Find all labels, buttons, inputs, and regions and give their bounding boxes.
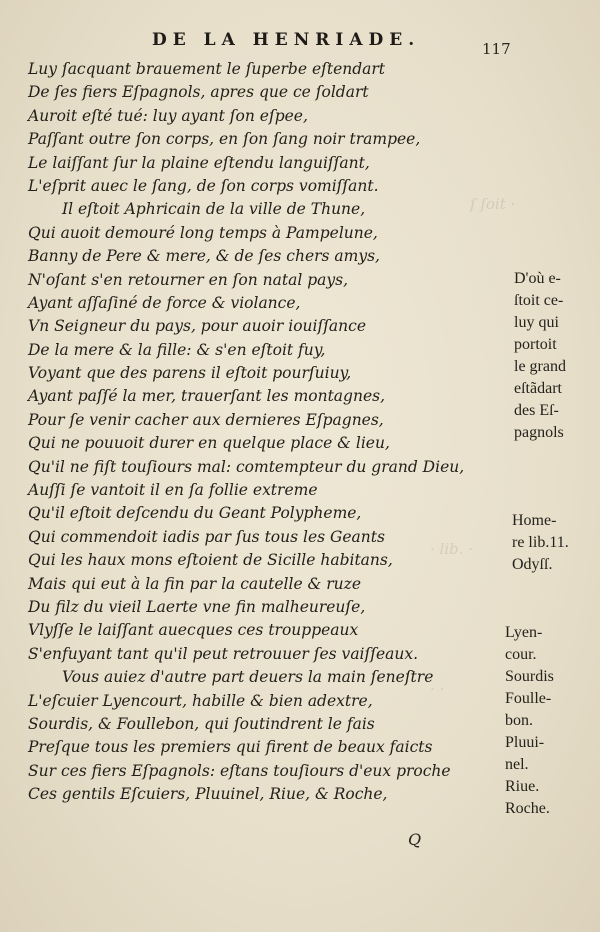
verse-line: Du filz du vieil Laerte vne fin malheureuſe, xyxy=(28,597,366,616)
page-number: 117 xyxy=(482,40,511,58)
verse-line: Qui commendoit iadis par ſus tous les Geants xyxy=(28,527,385,546)
verse-line: De la mere & la fille: & s'en eſtoit fuy, xyxy=(28,340,326,359)
bleed-through-mark: ſ ſoit · xyxy=(470,195,516,213)
margin-note-line: Home- xyxy=(512,512,557,529)
verse-line: Vn Seigneur du pays, pour auoir iouiſſance xyxy=(28,317,367,336)
margin-note-line: bon. xyxy=(505,712,533,729)
margin-note-line: le grand xyxy=(514,358,566,375)
verse-line: Qu'il ne fiſt touſiours mal: comtempteur du grand Dieu, xyxy=(28,457,465,476)
verse-line: L'eſcuier Lyencourt, habille & bien adextre, xyxy=(28,691,373,710)
verse-line: Il eſtoit Aphricain de la ville de Thune, xyxy=(62,200,366,219)
verse-line: Preſque tous les premiers qui firent de beaux faicts xyxy=(28,738,433,757)
catchword: Q xyxy=(408,830,422,849)
margin-note-line: Roche. xyxy=(505,800,550,817)
verse-line: S'enfuyant tant qu'il peut retrouuer ſes vaiſſeaux. xyxy=(28,644,419,663)
verse-line: N'oſant s'en retourner en ſon natal pays, xyxy=(28,270,349,289)
margin-note-line: portoit xyxy=(514,336,557,353)
verse-line: Qui auoit demouré long temps à Pampelune, xyxy=(28,223,378,242)
margin-note-line: des Eſ- xyxy=(514,402,559,419)
verse-line: Qu'il eſtoit deſcendu du Geant Polypheme, xyxy=(28,504,362,523)
margin-note-line: re lib.11. xyxy=(512,534,569,551)
margin-note-line: Sourdis xyxy=(505,668,554,685)
margin-note-line: cour. xyxy=(505,646,537,663)
margin-note-line: Pluui- xyxy=(505,734,545,751)
verse-line: Qui les haux mons eſtoient de Sicille habitans, xyxy=(28,551,393,570)
margin-note-line: nel. xyxy=(505,756,529,773)
running-title: DE LA HENRIADE. xyxy=(152,30,421,50)
margin-note-line: eſtãdart xyxy=(514,380,562,397)
verse-line: Auſſi ſe vantoit il en ſa follie extreme xyxy=(28,481,318,500)
verse-line: Ces gentils Eſcuiers, Pluuinel, Riue, & Roche, xyxy=(28,785,388,804)
verse-line: Paſſant outre ſon corps, en ſon ſang noir trampee, xyxy=(28,130,421,149)
verse-line: Luy ſacquant brauement le ſuperbe eſtendart xyxy=(28,60,386,78)
verse-line: Vlyſſe le laiſſant auecques ces trouppeaux xyxy=(28,621,359,640)
margin-note-line: D'où e- xyxy=(514,270,561,287)
margin-note-homer-reference xyxy=(512,510,569,576)
verse-line: Qui ne pouuoit durer en quelque place & lieu, xyxy=(28,434,390,453)
verse-line: Banny de Pere & mere, & de ſes chers amys, xyxy=(28,247,380,266)
margin-note-line: Lyen- xyxy=(505,624,543,641)
verse-line: L'eſprit auec le ſang, de ſon corps vomiſſant. xyxy=(28,176,379,195)
verse-line: Sourdis, & Foullebon, qui ſoutindrent le fais xyxy=(28,714,375,733)
margin-note-names xyxy=(505,622,554,820)
verse-line: Pour ſe venir cacher aux dernieres Eſpagnes, xyxy=(28,410,384,429)
verse-line: Voyant que des parens il eſtoit pourſuiuy, xyxy=(28,364,352,383)
margin-note-line: ſtoit ce- xyxy=(514,292,564,309)
bleed-through-mark: · · xyxy=(430,680,445,698)
bleed-through-mark: · lib. · xyxy=(430,540,474,558)
verse-line: Le laiſſant ſur la plaine eſtendu languiſſant, xyxy=(28,153,370,172)
verse-line: Ayant paſſé la mer, trauerſant les montagnes, xyxy=(28,387,386,406)
verse-line: Auroit eſté tué: luy ayant ſon eſpee, xyxy=(28,106,308,125)
verse-line: Sur ces fiers Eſpagnols: eſtans touſiours d'eux proche xyxy=(28,761,451,780)
verse-line: De ſes fiers Eſpagnols, apres que ce ſoldart xyxy=(28,83,369,102)
verse-line: Vous auiez d'autre part deuers la main ſeneſtre xyxy=(62,668,434,687)
margin-note-line: pagnols xyxy=(514,424,564,441)
margin-note-standard-bearer xyxy=(514,268,566,444)
margin-note-line: Odyſſ. xyxy=(512,556,553,573)
margin-note-line: Foulle- xyxy=(505,690,552,707)
verse-line: Mais qui eut à la fin par la cautelle & ruze xyxy=(28,574,361,593)
margin-note-line: Riue. xyxy=(505,778,540,795)
verse-line: Ayant aſſaſiné de force & violance, xyxy=(28,293,301,312)
margin-note-line: luy qui xyxy=(514,314,559,331)
